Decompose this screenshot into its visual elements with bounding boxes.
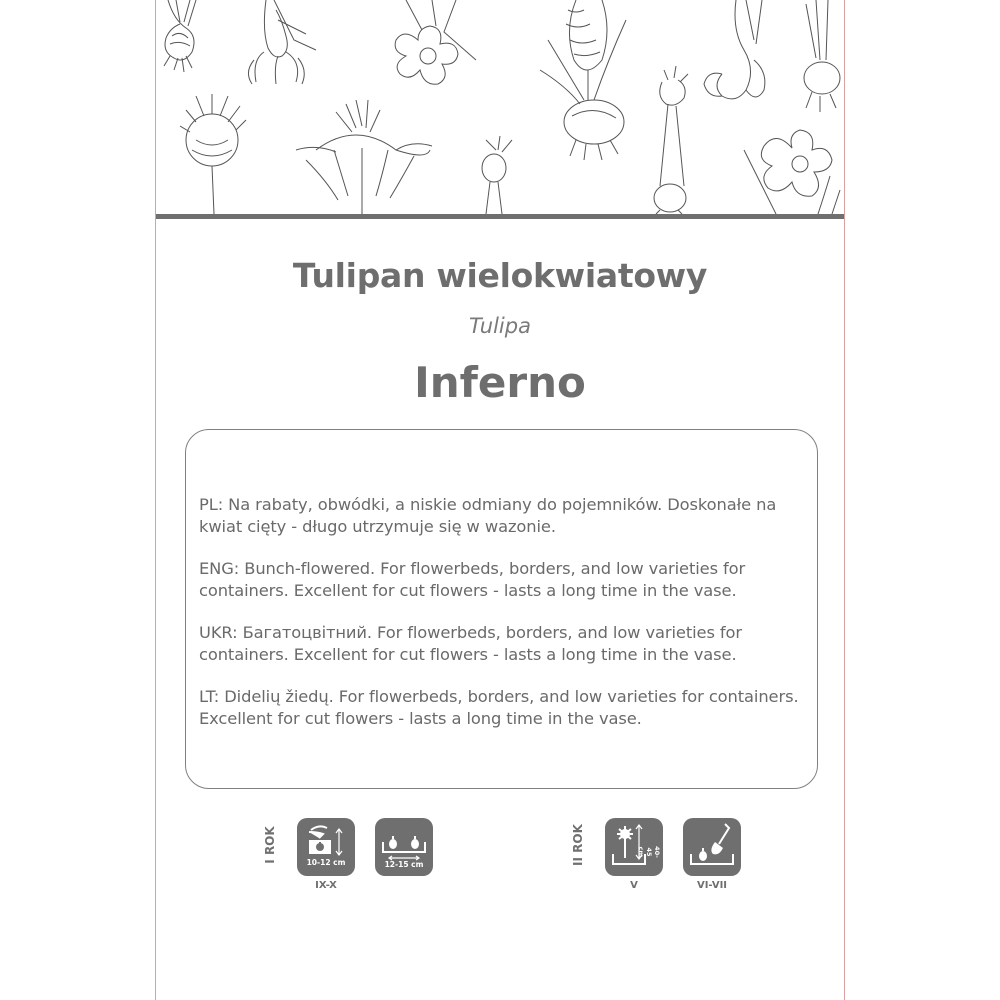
narcissus-drawing-2-icon [744, 130, 840, 214]
description-pl: PL: Na rabaty, obwódki, a niskie odmiany do pojemników. Doskonałe na kwiat cięty - długo utrzymuje się w wazonie. [199, 495, 777, 536]
allium-drawing-icon [180, 94, 246, 214]
planting-depth-text: 10-12 cm [306, 858, 346, 867]
spacing-text: 12-15 cm [384, 860, 424, 869]
bulb-drawing-1-icon [164, 0, 196, 72]
description-eng: ENG: Bunch-flowered. For flowerbeds, borders, and low varieties for containers. Excellent for cut flowers - lasts a long time in the vase. [199, 559, 746, 600]
digging-months: VI-VII [696, 880, 728, 891]
description-box [185, 429, 818, 789]
header-divider [156, 214, 844, 219]
hyacinth-drawing-icon [540, 0, 626, 160]
narcissus-drawing-icon [395, 0, 476, 84]
product-card [155, 0, 845, 1000]
description-ukr: UKR: Багатоцвітний. For flowerbeds, borders, and low varieties for containers. Excellent for cut flowers - lasts a long time in the vase. [199, 623, 742, 664]
product-name: Tulipan wielokwiatowy [292, 256, 708, 295]
iris-drawing-icon [704, 0, 765, 99]
height-text: 40-45 cm [637, 846, 661, 858]
bulb-drawing-4-icon [654, 66, 688, 214]
bulb-drawing-2-icon [804, 0, 840, 112]
spacing-tile [375, 818, 433, 876]
crocus-drawing-icon [248, 0, 316, 84]
bulb-drawing-3-icon [482, 136, 512, 214]
planting-depth-tile [297, 818, 355, 876]
fritillaria-drawing-icon [296, 100, 432, 214]
digging-tile [683, 818, 741, 876]
latin-name: Tulipa [469, 314, 531, 338]
planting-months: IX-X [315, 880, 337, 891]
botanical-illustration [156, 0, 844, 214]
year1-label: I ROK [263, 826, 277, 864]
flowering-month: V [630, 880, 638, 891]
height-tile [605, 818, 663, 876]
planting-depth-icon [297, 818, 355, 876]
variety-name: Inferno [414, 358, 586, 407]
description-lt: LT: Didelių žiedų. For flowerbeds, borders, and low varieties for containers. Excellent for cut flowers - lasts a long time in the vase. [199, 687, 799, 728]
year2-label: II ROK [571, 824, 585, 866]
shovel-icon [683, 818, 741, 876]
